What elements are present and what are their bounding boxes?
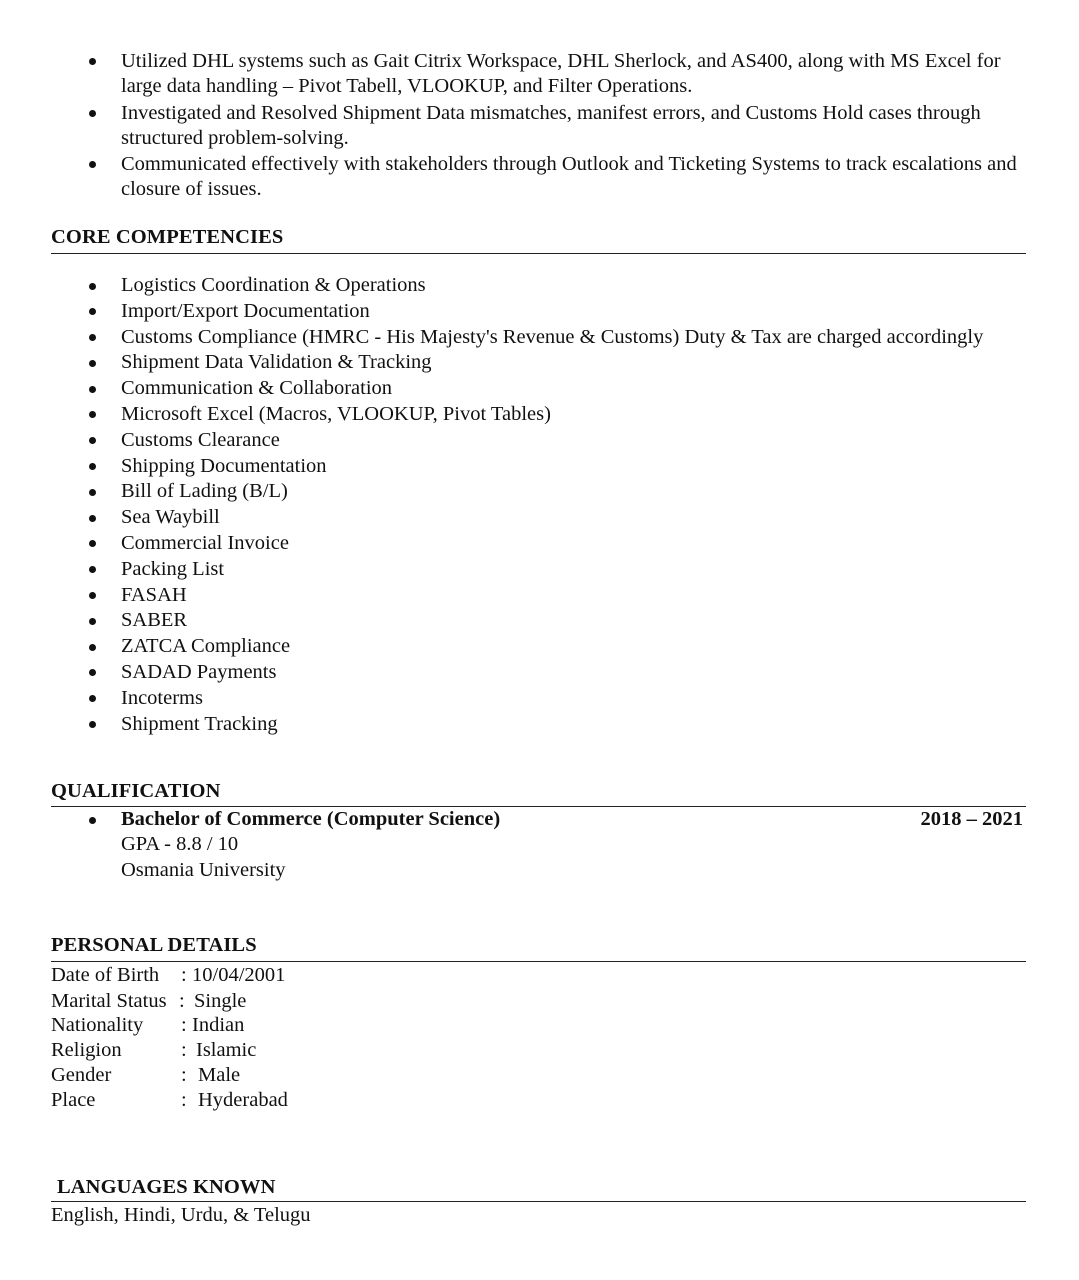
bullet-icon	[89, 411, 96, 418]
list-item	[0, 49, 1040, 99]
competency-text: Sea Waybill	[121, 506, 220, 529]
competency-text: Incoterms	[121, 686, 203, 709]
detail-value: Single	[194, 989, 247, 1012]
competency-text: Microsoft Excel (Macros, VLOOKUP, Pivot Tables)	[121, 402, 551, 425]
bullet-icon	[89, 489, 96, 496]
bullet-icon	[89, 618, 96, 625]
bullet-icon	[89, 540, 96, 547]
experience-bullet-list	[0, 49, 1040, 204]
competency-text: FASAH	[121, 583, 187, 606]
bullet-icon	[89, 58, 96, 65]
competency-text: Logistics Coordination & Operations	[121, 274, 426, 296]
list-item	[0, 376, 1040, 402]
bullet-icon	[89, 386, 96, 393]
section-title-languages-known: LANGUAGES KNOWN	[57, 1176, 276, 1198]
detail-label: Date of Birth	[51, 964, 160, 986]
competency-text: ZATCA Compliance	[121, 635, 291, 658]
personal-detail-row	[51, 1038, 257, 1063]
competency-text: Customs Clearance	[121, 428, 280, 451]
detail-colon: :	[181, 1064, 187, 1086]
section-title-qualification: QUALIFICATION	[51, 780, 221, 802]
list-item	[0, 608, 1040, 634]
section-divider	[51, 1201, 1026, 1202]
competency-text: Customs Compliance (HMRC - His Majesty's Revenue & Customs) Duty & Tax are charged accordingly	[121, 325, 984, 348]
list-item	[0, 273, 1040, 299]
bullet-icon	[89, 721, 96, 728]
section-divider	[51, 961, 1026, 962]
bullet-icon	[89, 334, 96, 341]
list-item	[0, 634, 1040, 660]
list-item	[0, 505, 1040, 531]
detail-value: 10/04/2001	[192, 964, 286, 986]
detail-value: Islamic	[196, 1039, 257, 1061]
list-item	[0, 101, 1040, 151]
experience-bullet-text: Investigated and Resolved Shipment Data mismatches, manifest errors, and Customs Hold cases through structured problem-solving.	[121, 101, 981, 149]
list-item	[0, 428, 1040, 454]
detail-label: Place	[51, 1089, 96, 1111]
list-item	[0, 325, 1040, 351]
section-title-personal-details: PERSONAL DETAILS	[51, 934, 257, 956]
list-item	[0, 299, 1040, 325]
detail-value: Hyderabad	[198, 1089, 288, 1111]
list-item	[0, 402, 1040, 428]
competency-text: Communication & Collaboration	[121, 377, 393, 400]
university-name: Osmania University	[121, 859, 286, 881]
bullet-icon	[89, 283, 96, 290]
list-item	[0, 454, 1040, 480]
personal-detail-row	[51, 1088, 288, 1113]
bullet-icon	[89, 644, 96, 651]
bullet-icon	[89, 360, 96, 367]
competency-text: SADAD Payments	[121, 660, 277, 683]
detail-label: Religion	[51, 1039, 122, 1061]
detail-value: Indian	[192, 1014, 245, 1036]
experience-bullet-text: Utilized DHL systems such as Gait Citrix Workspace, DHL Sherlock, and AS400, along with MS Excel for large data handling – Pivot Tabell, VLOOKUP, and Filter Operations.	[121, 50, 1001, 97]
list-item	[0, 686, 1040, 712]
list-item	[0, 557, 1040, 583]
competency-text: Import/Export Documentation	[121, 299, 370, 322]
bullet-icon	[89, 308, 96, 315]
degree-name: Bachelor of Commerce (Computer Science)	[121, 808, 501, 830]
detail-colon: :	[179, 989, 185, 1012]
list-item	[0, 531, 1040, 557]
competency-text: Shipment Data Validation & Tracking	[121, 351, 432, 374]
personal-detail-row	[51, 989, 247, 1014]
detail-colon: :	[181, 964, 187, 986]
competency-text: Packing List	[121, 557, 225, 580]
competency-text: SABER	[121, 609, 188, 632]
bullet-icon	[89, 695, 96, 702]
degree-years: 2018 – 2021	[920, 808, 1023, 830]
detail-colon: :	[181, 1014, 187, 1036]
bullet-icon	[89, 110, 96, 117]
list-item	[0, 712, 1040, 738]
competency-text: Shipping Documentation	[121, 454, 327, 477]
list-item	[0, 583, 1040, 609]
section-title-core-competencies: CORE COMPETENCIES	[51, 226, 284, 248]
bullet-icon	[89, 592, 96, 599]
personal-detail-row	[51, 1063, 241, 1088]
bullet-icon	[89, 161, 96, 168]
competency-text: Bill of Lading (B/L)	[121, 480, 288, 503]
bullet-icon	[89, 669, 96, 676]
gpa-text: GPA - 8.8 / 10	[121, 833, 239, 855]
bullet-icon	[89, 463, 96, 470]
languages-text: English, Hindi, Urdu, & Telugu	[51, 1204, 311, 1226]
detail-label: Marital Status	[51, 989, 167, 1012]
bullet-icon	[89, 437, 96, 444]
list-item	[0, 479, 1040, 505]
personal-detail-row	[51, 963, 286, 988]
bullet-icon	[89, 566, 96, 573]
list-item	[0, 152, 1040, 202]
list-item	[0, 350, 1040, 376]
experience-bullet-text: Communicated effectively with stakeholders through Outlook and Ticketing Systems to track escalations and closure of issues.	[121, 153, 1017, 200]
detail-colon: :	[181, 1089, 187, 1111]
bullet-icon	[89, 515, 96, 522]
list-item	[0, 660, 1040, 686]
detail-colon: :	[181, 1039, 187, 1061]
bullet-icon	[89, 817, 96, 824]
detail-value: Male	[198, 1064, 241, 1086]
personal-detail-row	[51, 1013, 245, 1038]
competency-text: Shipment Tracking	[121, 712, 278, 735]
core-competencies-list	[0, 273, 1040, 737]
detail-label: Gender	[51, 1064, 112, 1086]
section-divider	[51, 253, 1026, 254]
competency-text: Commercial Invoice	[121, 531, 289, 554]
detail-label: Nationality	[51, 1014, 144, 1036]
